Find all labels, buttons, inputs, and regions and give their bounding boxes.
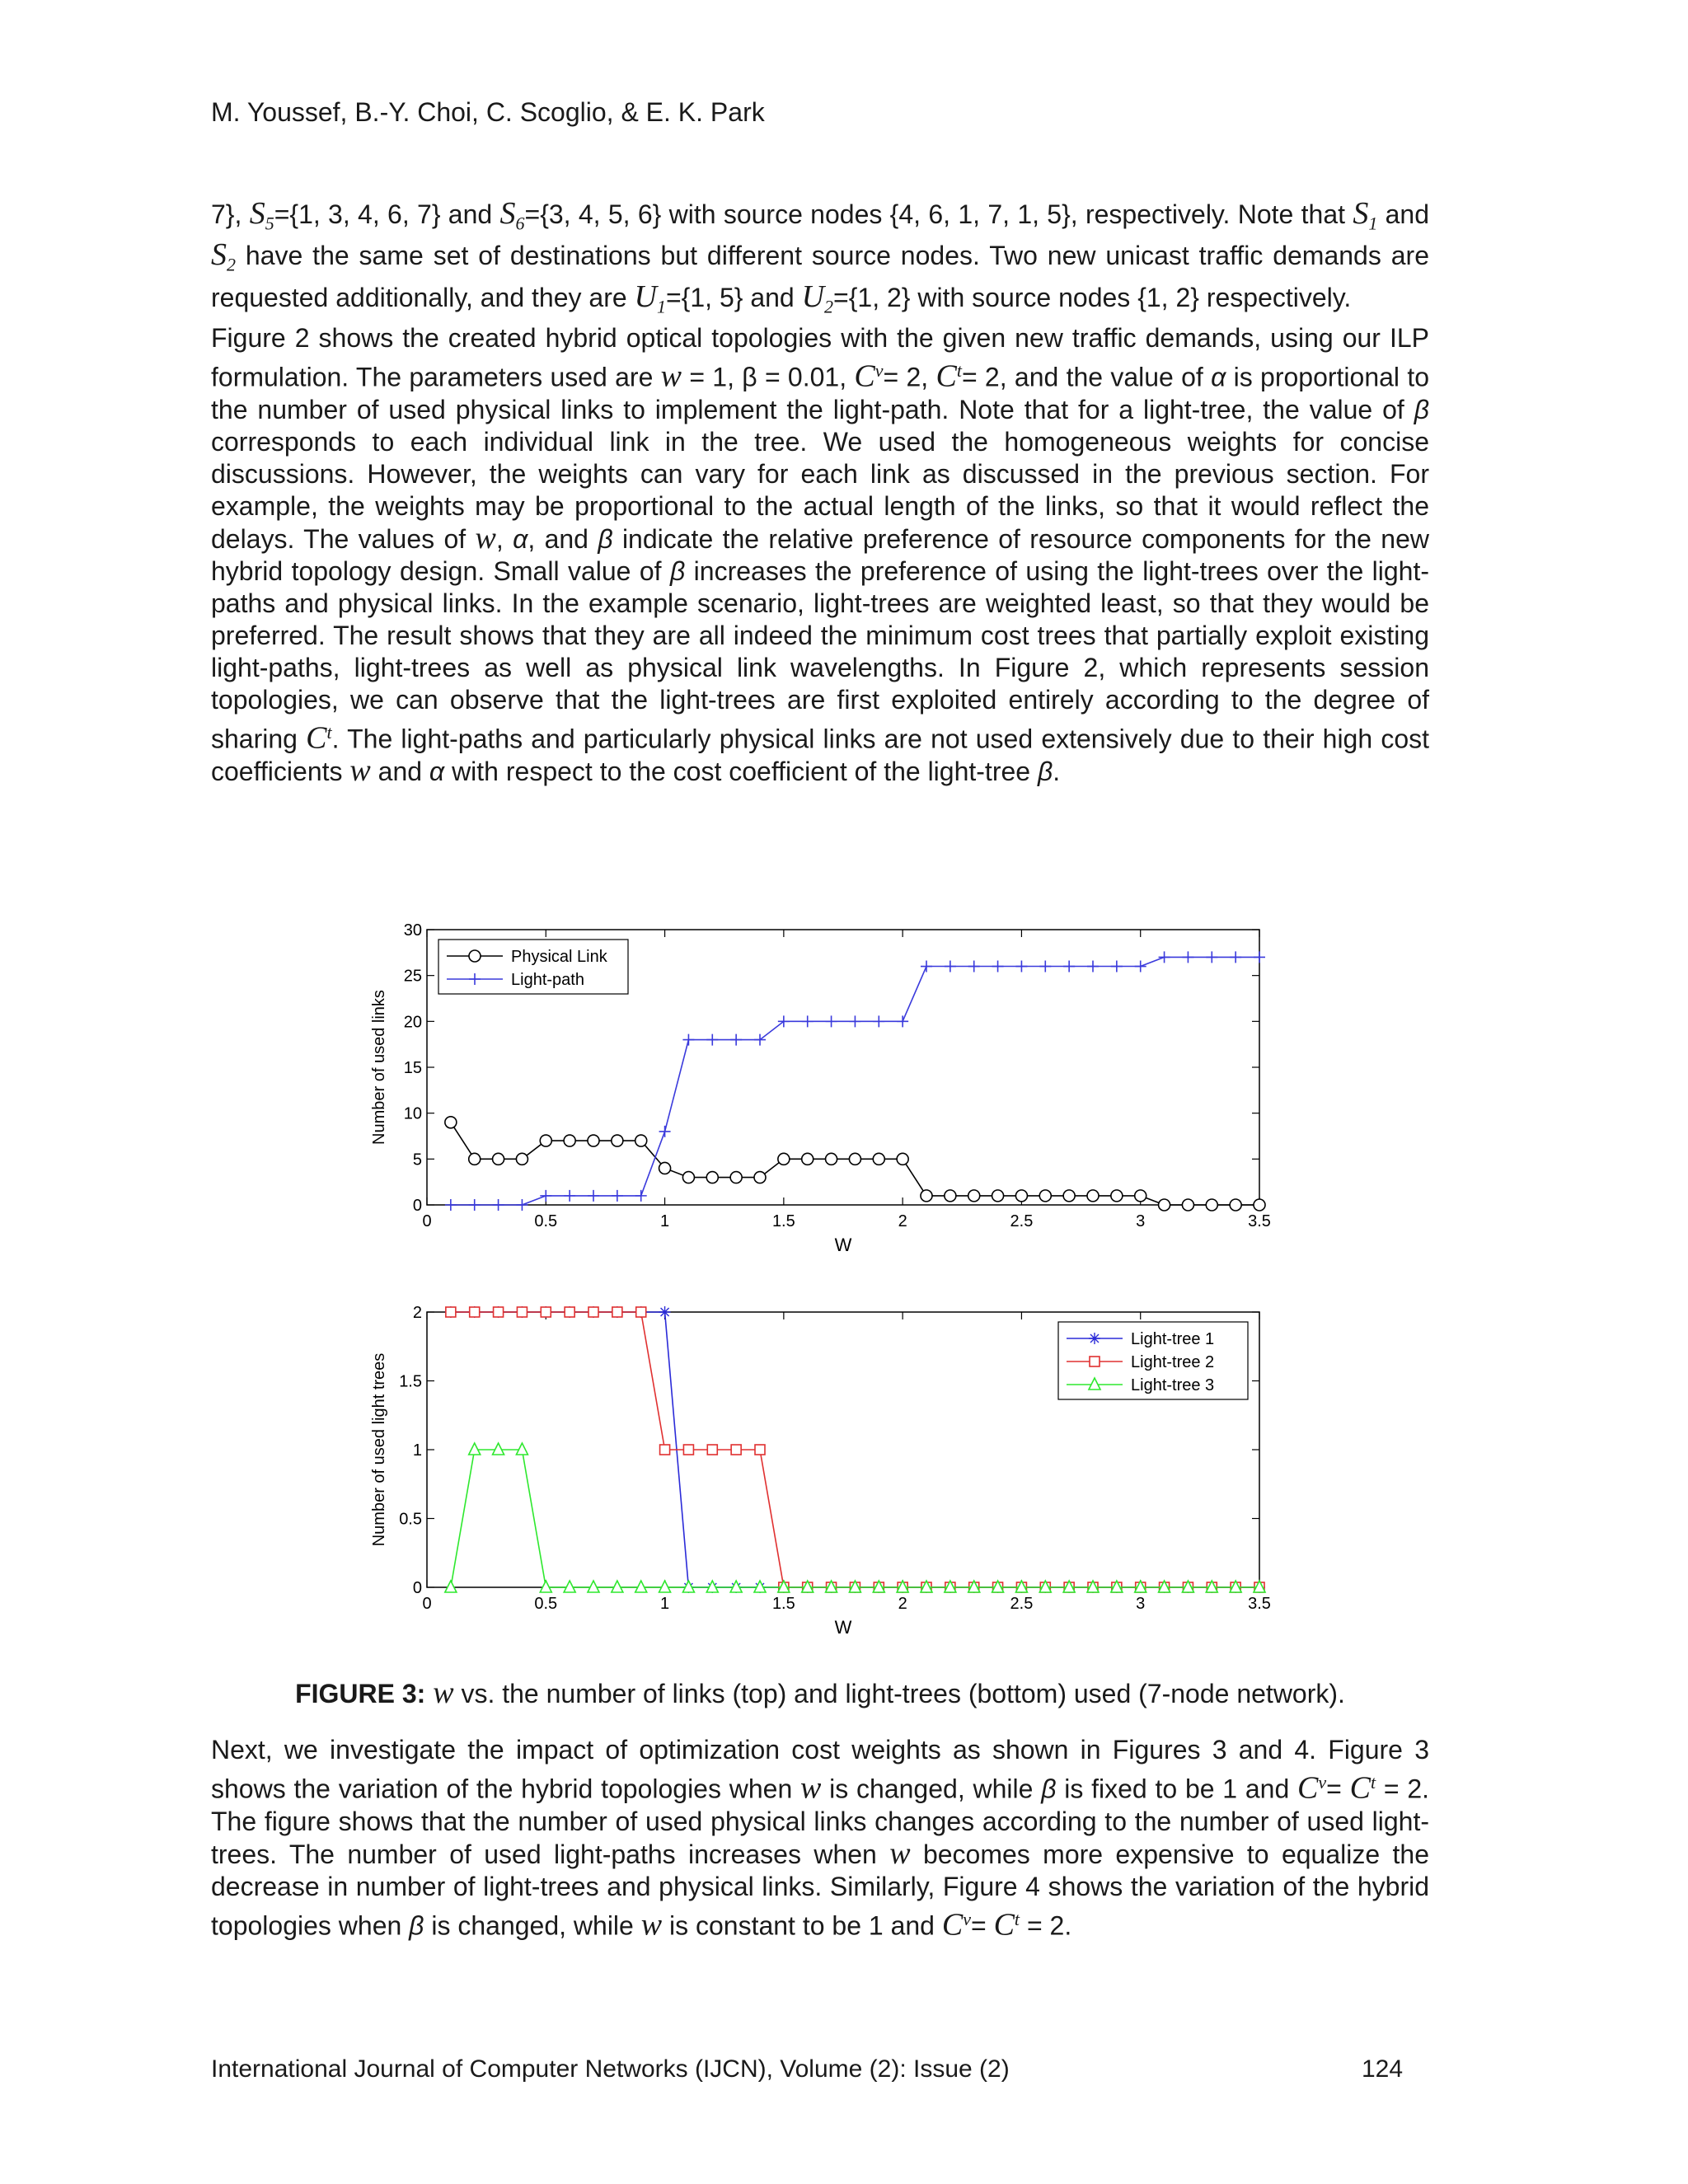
- marker-circle: [730, 1172, 742, 1183]
- y-tick-label: 0: [412, 1579, 422, 1597]
- paragraph-2: Figure 2 shows the created hybrid optical topologies with the given new traffic demands, using our ILP formulation. The parameters used are w = 1, β = 0.01, $C^v= 2$, $C^t= 2$, and the value of α is proportional to the number of used physical links to implement the light-path. Note that for a light-tree, the value of β corresponds to each individual link in the tree. We used the homogeneous weights for concise discussions. However, the weights can vary for each link as discussed in the previous section. For example, the weights may be proportional to the actual length of the links, so that it would reflect the delays. The values of w, α, and β indicate the relative preference of resource components for the new hybrid topology design. Small value of β increases the preference of using the light-trees over the light-paths and physical links. In the example scenario, light-trees are weighted least, so that they would be preferred. The result shows that they are all indeed the minimum cost trees that partially exploit existing light-paths, light-trees as well as physical link wavelengths. In Figure 2, which represents session topologies, we can observe that the light-trees are first exploited entirely according to the degree of sharing $C^t$. The light-paths and particularly physical links are not used extensively due to their high cost coefficients w and α with respect to the cost coefficient of the light-tree β.: [211, 323, 1430, 789]
- marker-square: [565, 1307, 574, 1317]
- marker-circle: [1206, 1199, 1217, 1211]
- x-tick-label: 2.5: [1010, 1212, 1034, 1230]
- marker-circle: [992, 1190, 1004, 1202]
- y-tick-label: 1.5: [399, 1372, 422, 1391]
- x-axis-label: W: [834, 1235, 852, 1255]
- y-axis-label: Number of used links: [370, 990, 388, 1145]
- x-tick-label: 3: [1136, 1212, 1146, 1230]
- y-tick-label: 2: [412, 1304, 422, 1322]
- chart-1: [370, 921, 1271, 1255]
- paragraph-3: Next, we investigate the impact of optimization cost weights as shown in Figures 3 and 4. Figure 3 shows the variation of the hybrid topologies when w is changed, while β is fixed to be 1 and $C^v= C^t = 2$. The figure shows that the number of used physical links changes according to the number of used light-trees. The number of used light-paths increases when w becomes more expensive to equalize the decrease in number of light-trees and physical links. Similarly, Figure 4 shows the variation of the hybrid topologies when β is changed, while w is constant to be 1 and $C^v= C^t = 2$.: [211, 1735, 1430, 1943]
- y-tick-label: 1: [412, 1441, 422, 1460]
- x-tick-label: 1.5: [771, 1212, 795, 1230]
- marker-circle: [516, 1153, 528, 1165]
- y-tick-label: 25: [403, 967, 422, 986]
- marker-circle: [945, 1190, 956, 1202]
- marker-circle: [445, 1117, 457, 1128]
- x-tick-label: 0: [422, 1212, 432, 1230]
- y-tick-label: 30: [403, 921, 422, 940]
- legend-label: Light-tree 3: [1131, 1376, 1215, 1394]
- legend: [1058, 1322, 1248, 1399]
- caption-text: vs. the number of links (top) and light-trees (bottom) used (7-node network).: [453, 1679, 1345, 1708]
- marker-circle: [1182, 1199, 1193, 1211]
- x-tick-label: 0.5: [534, 1595, 558, 1613]
- marker-circle: [1015, 1190, 1027, 1202]
- marker-square: [541, 1307, 551, 1317]
- marker-circle: [564, 1135, 575, 1146]
- marker-circle: [826, 1153, 837, 1165]
- marker-square: [636, 1307, 646, 1317]
- legend-label: Physical Link: [511, 948, 607, 966]
- marker-circle: [897, 1153, 908, 1165]
- x-tick-label: 2: [898, 1595, 907, 1613]
- x-tick-label: 0: [422, 1595, 432, 1613]
- y-tick-label: 10: [403, 1104, 422, 1123]
- marker-circle: [1254, 1199, 1265, 1211]
- x-tick-label: 1: [660, 1595, 670, 1613]
- marker-circle: [1039, 1190, 1051, 1202]
- marker-circle: [1087, 1190, 1099, 1202]
- x-tick-label: 1: [660, 1212, 670, 1230]
- x-tick-label: 2.5: [1010, 1595, 1034, 1613]
- y-tick-label: 15: [403, 1059, 422, 1077]
- marker-circle: [1159, 1199, 1170, 1211]
- x-tick-label: 3.5: [1248, 1595, 1271, 1613]
- marker-circle: [968, 1190, 980, 1202]
- marker-circle: [469, 950, 481, 962]
- y-axis-label: Number of used light trees: [370, 1352, 388, 1547]
- marker-circle: [1111, 1190, 1123, 1202]
- x-axis-label: W: [834, 1617, 852, 1638]
- marker-circle: [873, 1153, 884, 1165]
- marker-circle: [469, 1153, 481, 1165]
- body-text-top: [211, 198, 1429, 788]
- footer-journal: International Journal of Computer Networks (IJCN), Volume (2): Issue (2): [211, 2055, 1010, 2083]
- legend-label: Light-tree 2: [1131, 1353, 1215, 1371]
- x-tick-label: 2: [898, 1212, 907, 1230]
- footer-page-number: 124: [1362, 2055, 1404, 2083]
- x-tick-label: 3: [1136, 1595, 1146, 1613]
- marker-circle: [682, 1172, 694, 1183]
- marker-square: [660, 1445, 670, 1455]
- caption-label: FIGURE 3:: [295, 1679, 426, 1708]
- body-text-bottom: [211, 1734, 1429, 1942]
- marker-square: [731, 1445, 741, 1455]
- marker-circle: [802, 1153, 814, 1165]
- legend-label: Light-tree 1: [1131, 1330, 1215, 1348]
- legend-label: Light-path: [511, 971, 584, 989]
- marker-square: [446, 1307, 456, 1317]
- marker-circle: [659, 1162, 671, 1174]
- paragraph-1: 7}, $S_5=\{1$, 3, 4, 6, 7} and $S_6=\{3$, 4, 5, 6} with source nodes {4, 6, 1, 7, 1, 5}, respectively. Note that $S_1$ and $S_2$ have the same set of destinations but different source nodes. Two new unicast traffic demands are requested additionally, and they are $U_1=\{1$, 5} and $U_2=\{1$, 2} with source nodes {1, 2} respectively.: [211, 196, 1430, 317]
- marker-square: [1090, 1357, 1100, 1366]
- chart-2: [370, 1304, 1271, 1638]
- y-tick-label: 0.5: [399, 1510, 422, 1529]
- marker-circle: [1135, 1190, 1146, 1202]
- marker-circle: [1063, 1190, 1075, 1202]
- marker-circle: [612, 1135, 623, 1146]
- figure-3-charts: [354, 915, 1302, 1657]
- marker-square: [517, 1307, 527, 1317]
- y-tick-label: 5: [412, 1151, 422, 1169]
- marker-star: [659, 1306, 671, 1318]
- marker-circle: [1230, 1199, 1241, 1211]
- x-tick-label: 0.5: [534, 1212, 558, 1230]
- marker-circle: [493, 1153, 504, 1165]
- marker-circle: [540, 1135, 551, 1146]
- marker-circle: [635, 1135, 647, 1146]
- figure-3: [354, 915, 1302, 1657]
- y-tick-label: 20: [403, 1013, 422, 1032]
- marker-circle: [588, 1135, 599, 1146]
- marker-square: [707, 1445, 717, 1455]
- marker-square: [588, 1307, 598, 1317]
- marker-square: [683, 1445, 693, 1455]
- marker-square: [494, 1307, 504, 1317]
- y-tick-label: 0: [412, 1197, 422, 1215]
- marker-square: [612, 1307, 622, 1317]
- marker-square: [755, 1445, 765, 1455]
- x-tick-label: 1.5: [771, 1595, 795, 1613]
- marker-circle: [849, 1153, 860, 1165]
- legend: [438, 940, 628, 994]
- marker-circle: [778, 1153, 790, 1165]
- marker-circle: [921, 1190, 932, 1202]
- marker-square: [470, 1307, 480, 1317]
- marker-star: [1089, 1333, 1100, 1344]
- running-header: M. Youssef, B.-Y. Choi, C. Scoglio, & E. K. Park: [211, 97, 765, 127]
- figure-caption: [211, 1675, 1429, 1711]
- caption-w: w: [433, 1675, 454, 1710]
- marker-circle: [754, 1172, 766, 1183]
- x-tick-label: 3.5: [1248, 1212, 1271, 1230]
- marker-circle: [706, 1172, 718, 1183]
